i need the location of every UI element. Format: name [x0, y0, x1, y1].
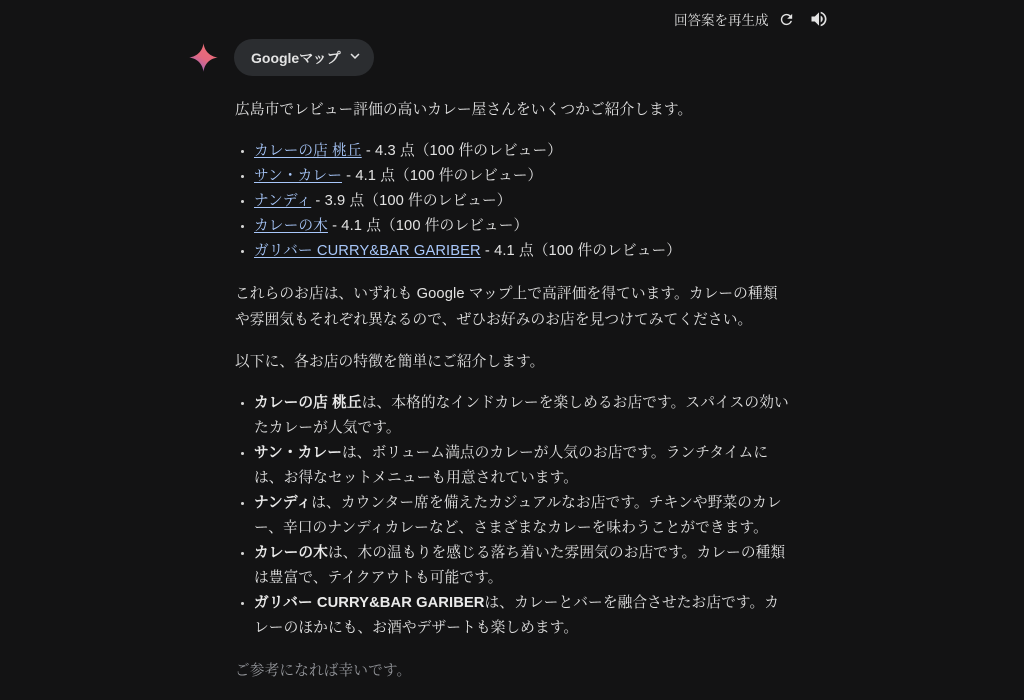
restaurant-link[interactable]: サン・カレー [254, 168, 342, 184]
response-text [235, 97, 792, 700]
list-item [254, 189, 792, 214]
restaurant-name: ガリバー CURRY&BAR GARIBER [254, 595, 485, 611]
intro-paragraph: 広島市でレビュー評価の高いカレー屋さんをいくつかご紹介します。 [235, 102, 693, 118]
list-item [254, 591, 792, 641]
restaurant-link[interactable]: ガリバー CURRY&BAR GARIBER [254, 243, 481, 259]
rating-text: - 4.1 点（100 件のレビュー） [327, 218, 529, 234]
restaurant-description: は、本格的なインドカレーを楽しめるお店です。スパイスの効いたカレーが人気です。 [254, 395, 789, 436]
restaurant-name: サン・カレー [254, 445, 342, 461]
volume-up-icon [809, 9, 829, 29]
list-item [254, 214, 792, 239]
details-intro-paragraph: 以下に、各お店の特徴を簡単にご紹介します。 [235, 354, 545, 370]
restaurant-description: は、ボリューム満点のカレーが人気のお店です。ランチタイムには、お得なセットメニューも用意されています。 [254, 445, 769, 486]
restaurant-description: は、カウンター席を備えたカジュアルなお店です。チキンや野菜のカレー、辛口のナンディカレーなど、さまざまなカレーを味わうことができます。 [254, 495, 782, 536]
chip-label: Googleマップ [251, 49, 341, 66]
list-item [254, 441, 792, 491]
restaurant-link[interactable]: カレーの木 [254, 218, 328, 234]
restaurant-name: ナンディ [254, 495, 312, 511]
rating-text: - 4.1 点（100 件のレビュー） [342, 168, 543, 184]
restaurant-link[interactable]: ナンディ [254, 193, 312, 209]
response-toolbar [674, 9, 829, 29]
restaurant-link[interactable]: カレーの店 桃丘 [254, 143, 362, 159]
listen-button[interactable] [809, 9, 829, 29]
closing-paragraph: ご参考になれば幸いです。 [235, 663, 412, 679]
list-item [254, 391, 792, 441]
list-item [254, 491, 792, 541]
refresh-icon [778, 11, 795, 28]
list-item [254, 541, 792, 591]
restaurant-name: カレーの店 桃丘 [254, 395, 362, 411]
gemini-sparkle-icon [188, 42, 219, 73]
list-item [254, 239, 792, 264]
list-item [254, 139, 792, 164]
rating-text: - 3.9 点（100 件のレビュー） [311, 193, 512, 209]
regenerate-drafts-button[interactable] [674, 9, 795, 29]
summary-paragraph: これらのお店は、いずれも Google マップ上で高評価を得ています。カレーの種類や雰囲気もそれぞれ異なるので、ぜひお好みのお店を見つけてみてください。 [235, 286, 778, 328]
restaurant-name: カレーの木 [254, 545, 328, 561]
ratings-list [235, 139, 792, 264]
restaurant-description: は、木の温もりを感じる落ち着いた雰囲気のお店です。カレーの種類は豊富で、テイクアウトも可能です。 [254, 545, 786, 586]
details-list [235, 391, 792, 641]
rating-text: - 4.3 点（100 件のレビュー） [361, 143, 563, 159]
regenerate-label: 回答案を再生成 [674, 13, 769, 28]
chevron-down-icon [346, 47, 364, 68]
restaurant-description: は、カレーとバーを融合させたお店です。カレーのほかにも、お酒やデザートも楽しめます。 [254, 595, 780, 636]
extension-chip-google-maps[interactable] [234, 39, 374, 76]
list-item [254, 164, 792, 189]
rating-text: - 4.1 点（100 件のレビュー） [480, 243, 682, 259]
